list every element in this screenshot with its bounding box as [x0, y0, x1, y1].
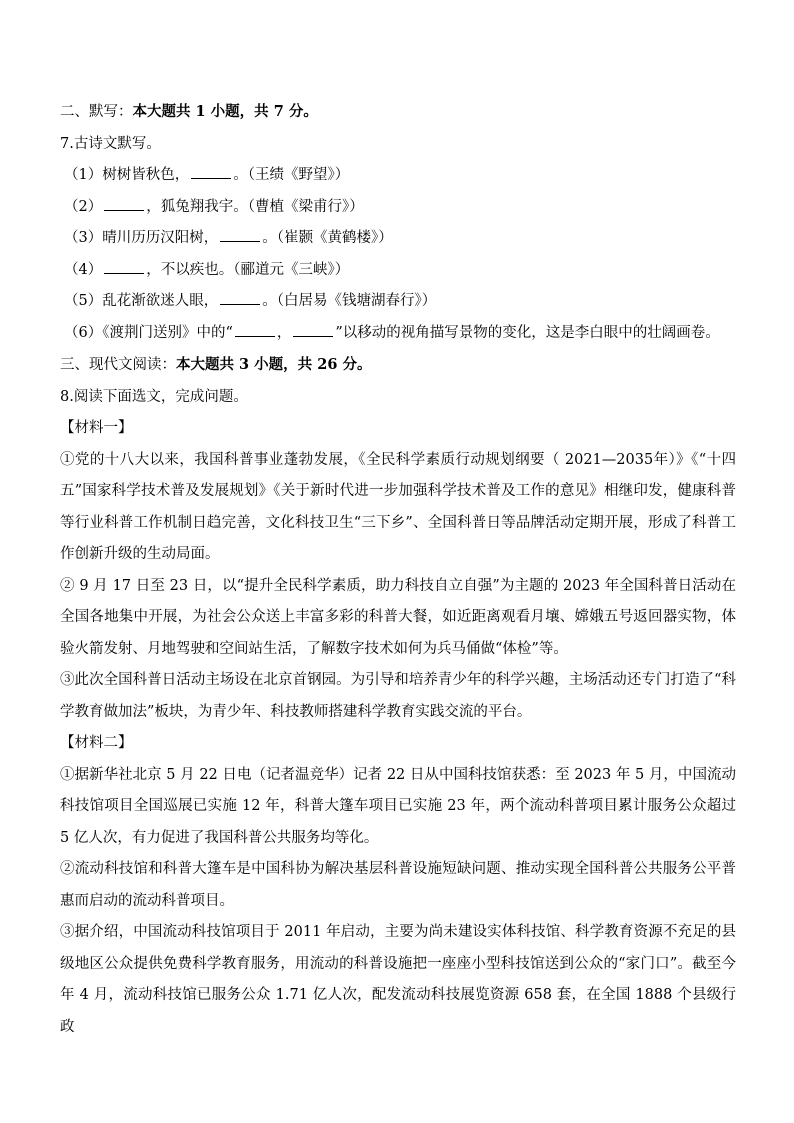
answer-blank[interactable]: [293, 322, 333, 337]
material-2-paragraph-3: ③据介绍，中国流动科技馆项目于 2011 年启动，主要为尚未建设实体科技馆、科学教育资源不充足的县级地区公众提供免费科学教育服务，用流动的科普设施把一座座小型科技馆送到公众的“家门口”。截至今年 4 月，流动科技馆已服务公众 1.71 亿人次，配发流动科技展览资源 658 套，在全国 1888 个县级行政: [60, 924, 736, 1035]
material-1-paragraph-3: ③此次全国科普日活动主场设在北京首钢园。为引导和培养青少年的科学兴趣，主场活动还专门打造了“科学教育做加法”板块，为青少年、科技教师搭建科学教育实践交流的平台。: [60, 672, 736, 720]
answer-blank[interactable]: [104, 196, 144, 211]
answer-blank[interactable]: [235, 322, 275, 337]
material-2-paragraph-2: ②流动科技馆和科普大篷车是中国科协为解决基层科普设施短缺问题、推动实现全国科普公共服务公平普惠而启动的流动科普项目。: [60, 861, 736, 909]
answer-blank[interactable]: [220, 227, 260, 242]
material-1-paragraph-1: ①党的十八大以来，我国科普事业蓬勃发展，《全民科学素质行动规划纲要（ 2021—2035年）》《“十四五”国家科学技术普及发展规划》《关于新时代进一步加强科学技术普及工作的意见》相继印发，健康科普等行业科普工作机制日趋完善，文化科技卫生“三下乡”、全国科普日等品牌活动定期开展，形成了科普工作创新升级的生动局面。: [60, 451, 736, 562]
answer-blank[interactable]: [220, 290, 260, 305]
section-3-heading: 三、现代文阅读：本大题共 3 小题，共 26 分。: [60, 356, 372, 373]
answer-blank[interactable]: [104, 259, 144, 274]
question-7-item-4: （4） ，不以疾也。（郦道元《三峡》）: [60, 255, 736, 287]
answer-blank[interactable]: [191, 164, 231, 179]
question-7-item-3: （3）晴川历历汉阳树， 。（崔颢《黄鹤楼》）: [60, 223, 736, 255]
material-2-label: 【材料二】: [60, 735, 133, 751]
question-7-item-1: （1）树树皆秋色， 。（王绩《野望》）: [60, 160, 736, 192]
material-1-label: 【材料一】: [60, 420, 133, 436]
section-2-heading: 二、默写：本大题共 1 小题，共 7 分。: [60, 103, 318, 120]
question-8-title: 8.阅读下面选文，完成问题。: [60, 388, 248, 405]
question-7-title: 7.古诗文默写。: [60, 135, 161, 152]
material-2-paragraph-1: ①据新华社北京 5 月 22 日电（记者温竞华）记者 22 日从中国科技馆获悉：至 2023 年 5 月，中国流动科技馆项目全国巡展已实施 12 年，科普大篷车项目已实施 23 年，两个流动科普项目累计服务公众超过 5 亿人次，有力促进了我国科普公共服务均等化。: [60, 766, 736, 846]
material-1-paragraph-2: ② 9 月 17 日至 23 日，以“提升全民科学素质，助力科技自立自强”为主题的 2023 年全国科普日活动在全国各地集中开展，为社会公众送上丰富多彩的科普大餐，如近距离观看月壤、嫦娥五号返回器实物，体验火箭发射、月地驾驶和空间站生活，了解数字技术如何为兵马俑做“体检”等。: [60, 577, 736, 657]
question-7-item-5: （5）乱花渐欲迷人眼， 。（白居易《钱塘湖春行》）: [60, 286, 736, 318]
question-7-item-6: （6）《渡荆门送别》中的“ ， ”以移动的视角描写景物的变化，这是李白眼中的壮阔画卷。: [60, 318, 736, 350]
question-7-item-2: （2） ，狐兔翔我宇。（曹植《梁甫行》）: [60, 192, 736, 224]
exam-page: [60, 96, 736, 1043]
